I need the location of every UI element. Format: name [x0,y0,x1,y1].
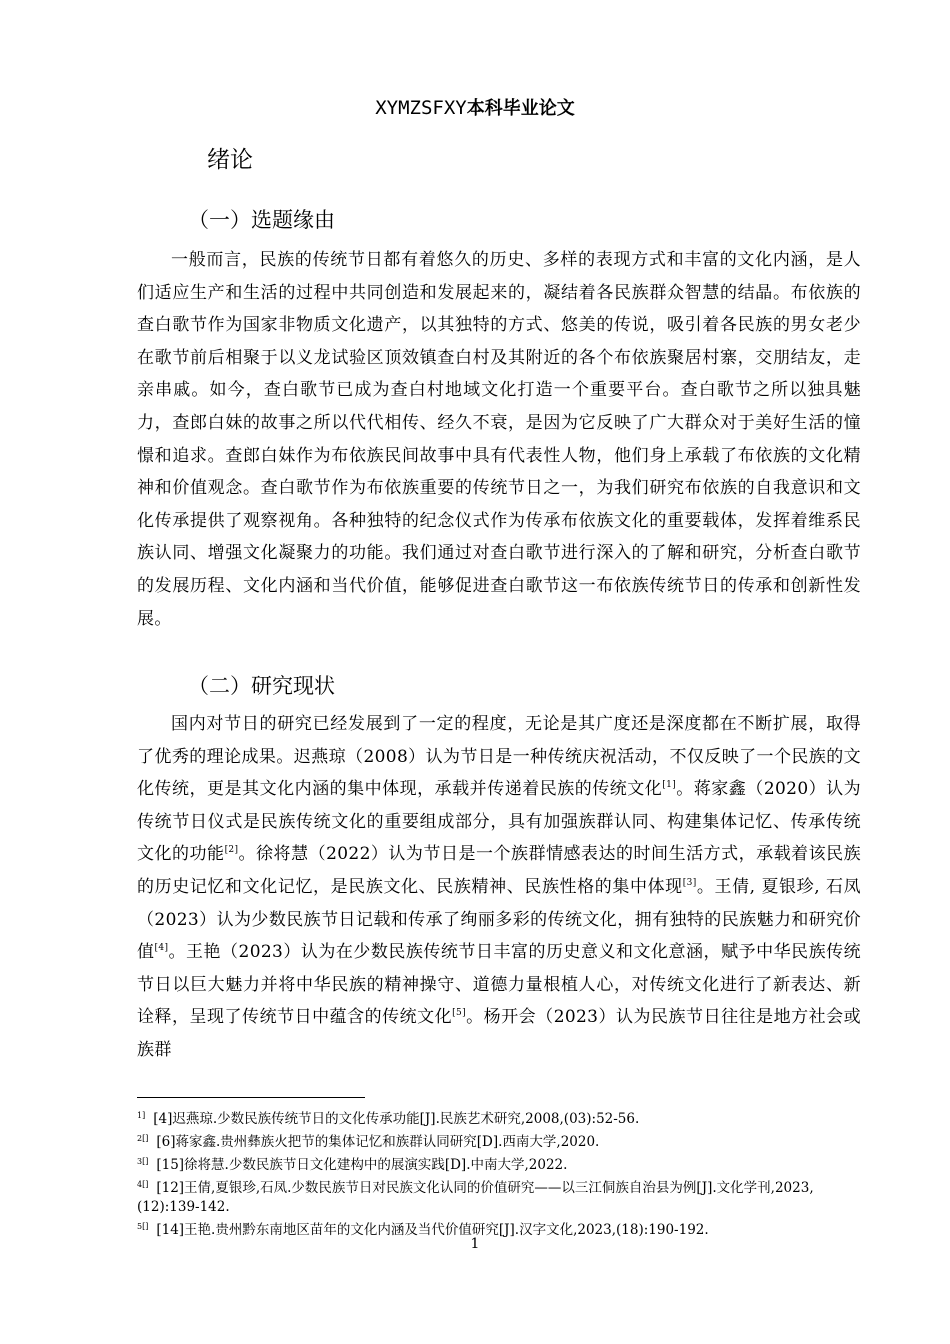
footnote-text: [14]王艳.贵州黔东南地区苗年的文化内涵及当代价值研究[J].汉字文化,2023,(18):190-192. [156,1222,709,1238]
citation-marker: [1] [662,780,677,791]
section-title-1: （一）选题缘由 [188,208,335,232]
citation-marker: [4] [154,943,169,954]
footnote-text: [6]蒋家鑫.贵州彝族火把节的集体记忆和族群认同研究[D].西南大学,2020. [156,1134,600,1150]
citation-marker: [5] [452,1008,466,1019]
footnote-mark: 1] [137,1111,146,1120]
footnote-text: [12]王倩,夏银珍,石凤.少数民族节日对民族文化认同的价值研究——以三江侗族自治县为例[J].文化学刊,2023,(12):139-142. [137,1180,814,1215]
section-2-paragraph [137,708,861,1067]
footnote-mark: 3[] [137,1157,149,1166]
paragraph-text: 。蒋家鑫（2020）认为传统节日仪式是民族传统文化的重要组成部分，具有加强族群认同、构建集体记忆、传承传统文化的功能 [137,779,862,865]
footnote-text: [4]迟燕琼.少数民族传统节日的文化传承功能[J].民族艺术研究,2008,(03):52-56. [153,1111,640,1127]
header-cn: 本科毕业论文 [466,98,575,119]
paragraph-text: 。杨开会（2023）认为民族节日往往是地方社会或族群 [137,1007,861,1060]
page-number: 1 [470,1236,480,1252]
footnote-3 [137,1152,861,1175]
chapter-title: 绪论 [207,147,253,173]
citation-marker: [3] [682,877,697,888]
footnote-rule [137,1097,365,1098]
citation-marker: [2] [224,845,239,856]
paragraph-text: 。徐将慧（2022）认为节日是一个族群情感表达的时间生活方式，承载着该民族的历史记忆和文化记忆，是民族文化、民族精神、民族性格的集中体现 [137,844,862,897]
footnote-mark: 4[] [137,1180,149,1189]
section-1-paragraph [137,244,861,635]
footnotes [137,1106,861,1240]
paragraph-text: 国内对节日的研究已经发展到了一定的程度，无论是其广度还是深度都在不断扩展，取得了优秀的理论成果。迟燕琼（2008）认为节日是一种传统庆祝活动，不仅反映了一个民族的文化传统，更是其文化内涵的集中体现，承载并传递着民族的传统文化 [137,714,861,800]
footnote-mark: 5[] [137,1222,149,1231]
footnote-mark: 2[] [137,1134,149,1143]
footnote-1 [137,1106,861,1129]
paragraph-text: 一般而言，民族的传统节日都有着悠久的历史、多样的表现方式和丰富的文化内涵，是人们适应生产和生活的过程中共同创造和发展起来的，凝结着各民族群众智慧的结晶。布依族的查白歌节作为国家非物质文化遗产，以其独特的方式、悠美的传说，吸引着各民族的男女老少在歌节前后相聚于以义龙试验区顶效镇查白村及其附近的各个布依族聚居村寨，交朋结友，走亲串戚。如今，查白歌节已成为查白村地域文化打造一个重要平台。查白歌节之所以独具魅力，查郎白妹的故事之所以代代相传、经久不衰，是因为它反映了广大群众对于美好生活的憧憬和追求。查郎白妹作为布依族民间故事中具有代表性人物，他们身上承载了布依族的文化精神和价值观念。查白歌节作为布依族重要的传统节日之一，为我们研究布依族的自我意识和文化传承提供了观察视角。各种独特的纪念仪式作为传承布依族文化的重要载体，发挥着维系民族认同、增强文化凝聚力的功能。我们通过对查白歌节进行深入的了解和研究，分析查白歌节的发展历程、文化内涵和当代价值，能够促进查白歌节这一布依族传统节日的传承和创新性发展。 [137,250,861,629]
running-header [0,92,950,124]
footnote-2 [137,1129,861,1152]
section-title-2: （二）研究现状 [188,674,335,698]
footnote-4 [137,1175,861,1217]
paragraph-text: 。王艳（2023）认为在少数民族传统节日丰富的历史意义和文化意涵，赋予中华民族传统节日以巨大魅力并将中华民族的精神操守、道德力量根植人心，对传统文化进行了新表达、新诠释，呈现了传统节日中蕴含的传统文化 [137,942,861,1028]
footnote-text: [15]徐将慧.少数民族节日文化建构中的展演实践[D].中南大学,2022. [156,1157,568,1173]
paragraph-text: 。王倩, 夏银珍, 石凤（2023）认为少数民族节日记载和传承了绚丽多彩的传统文化，拥有独特的民族魅力和研究价值 [137,876,861,963]
header-latin: XYMZSFXY [375,97,467,119]
